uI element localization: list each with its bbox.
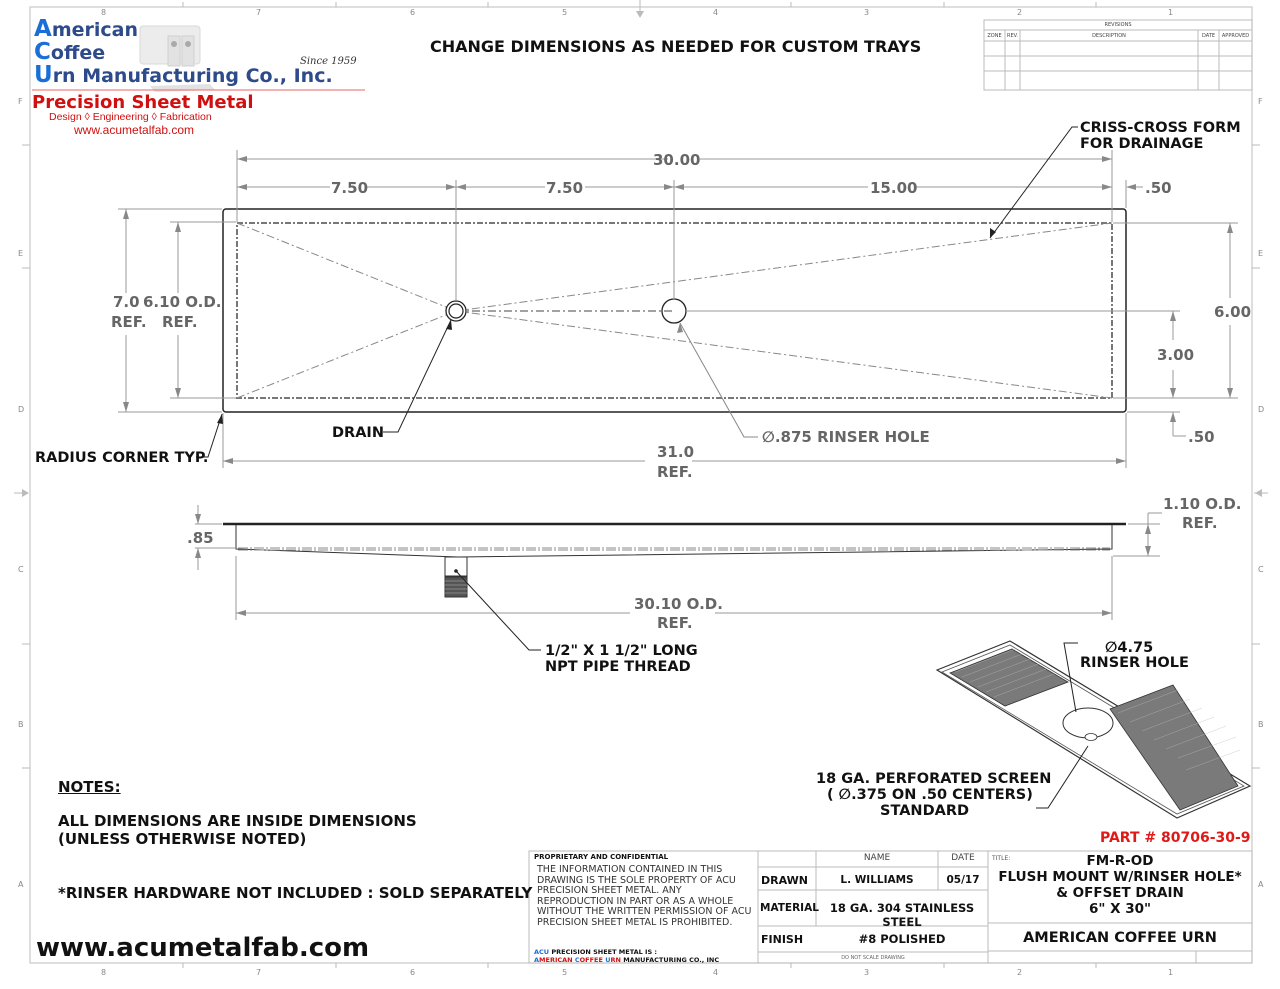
top-view xyxy=(118,127,1238,468)
footer-url[interactable]: www.acumetalfab.com xyxy=(36,933,370,963)
acu-is-rest: PRECISION SHEET METAL IS : xyxy=(549,948,658,956)
name-header: NAME xyxy=(863,853,891,863)
ruler-col-3-bottom: 3 xyxy=(864,968,870,977)
acu-is-u: U xyxy=(605,956,611,964)
callout-criss-cross-2: FOR DRAINAGE xyxy=(1080,136,1204,152)
material-label: MATERIAL xyxy=(760,902,819,914)
logo-word-american: merican xyxy=(51,19,138,41)
ruler-col-4: 4 xyxy=(713,8,719,17)
ruler-col-5: 5 xyxy=(562,8,568,17)
dim-depth: .85 xyxy=(187,529,214,547)
callout-rinser-hole: ∅.875 RINSER HOLE xyxy=(762,428,930,446)
date-header: DATE xyxy=(951,853,975,863)
callout-pipe-2: NPT PIPE THREAD xyxy=(545,659,691,675)
material-value: 18 GA. 304 STAINLESS STEEL xyxy=(829,901,975,929)
logo-cap-a: A xyxy=(34,16,52,42)
ruler-col-2-bottom: 2 xyxy=(1017,968,1023,977)
revisions-col-rev: REV. xyxy=(1007,33,1018,39)
dim-flange-right: .50 xyxy=(1145,179,1172,197)
ruler-row-d: D xyxy=(18,405,25,414)
drawn-date: 05/17 xyxy=(946,874,980,886)
dim-od-depth-sub: REF. xyxy=(1182,514,1218,532)
logo-cap-u: U xyxy=(34,62,53,88)
ruler-col-3: 3 xyxy=(864,8,870,17)
company-name: AMERICAN COFFEE URN xyxy=(1023,930,1217,946)
dim-center-height: 3.00 xyxy=(1157,346,1195,364)
drain-stub xyxy=(445,557,467,576)
ruler-col-1: 1 xyxy=(1168,8,1174,17)
revisions-col-date: DATE xyxy=(1201,33,1215,39)
do-not-scale: DO NOT SCALE DRAWING xyxy=(841,955,905,961)
notes-line-1: ALL DIMENSIONS ARE INSIDE DIMENSIONS xyxy=(58,812,417,830)
dim-inside-height: 6.00 xyxy=(1214,303,1252,321)
dim-od-length-sub: REF. xyxy=(657,614,693,632)
title-line-2: FLUSH MOUNT W/RINSER HOLE* xyxy=(998,869,1242,885)
callout-radius-corner: RADIUS CORNER TYP. xyxy=(35,450,209,466)
callout-iso-rinser-2: RINSER HOLE xyxy=(1080,655,1189,671)
ruler-row-e: E xyxy=(18,249,24,258)
proprietary-title: PROPRIETARY AND CONFIDENTIAL xyxy=(534,853,669,861)
title-line-1: FM-R-OD xyxy=(1086,853,1154,869)
dim-height-ref: 7.0 xyxy=(113,293,140,311)
dim-overall-inside: 30.00 xyxy=(653,151,701,169)
company-logo xyxy=(34,18,333,87)
dim-od-height: 6.10 O.D. xyxy=(143,293,222,311)
dim-flange-bottom: .50 xyxy=(1188,428,1215,446)
dim-od-depth: 1.10 O.D. xyxy=(1163,495,1242,513)
logo-since: Since 1959 xyxy=(300,56,357,67)
finish-label: FINISH xyxy=(761,933,804,946)
acu-is-merican: MERICAN xyxy=(539,956,575,964)
title-label: TITLE: xyxy=(992,855,1011,862)
ruler-col-5-bottom: 5 xyxy=(562,968,568,977)
finish-value: #8 POLISHED xyxy=(858,932,946,946)
ruler-col-1-bottom: 1 xyxy=(1168,968,1174,977)
dim-od-height-sub: REF. xyxy=(162,313,198,331)
title-line-4: 6" X 30" xyxy=(1088,901,1152,917)
ruler-col-7-bottom: 7 xyxy=(256,968,262,977)
ruler-row-f-right: F xyxy=(1258,97,1263,106)
drawn-label: DRAWN xyxy=(761,874,808,887)
part-number: PART # 80706-30-9 xyxy=(1100,830,1251,846)
acu-is-manufacturing: MANUFACTURING CO., INC xyxy=(620,956,720,964)
dim-od-length: 30.10 O.D. xyxy=(634,595,723,613)
title-block-grid xyxy=(529,20,1252,963)
dim-height-ref-sub: REF. xyxy=(111,313,147,331)
callout-pipe-1: 1/2" X 1 1/2" LONG xyxy=(545,643,698,659)
title-line-3: & OFFSET DRAIN xyxy=(1056,885,1184,901)
notes-title: NOTES: xyxy=(58,778,121,796)
ruler-row-a-right: A xyxy=(1258,880,1264,889)
ruler-col-8: 8 xyxy=(101,8,107,17)
ruler-col-7: 7 xyxy=(256,8,262,17)
revisions-title: REVISIONS xyxy=(1104,22,1132,28)
acu-is-acu: ACU xyxy=(534,948,550,956)
ruler-col-2: 2 xyxy=(1017,8,1023,17)
acu-is-a: A xyxy=(534,956,540,964)
acu-is-line-2 xyxy=(534,956,719,964)
logo-url[interactable]: www.acumetalfab.com xyxy=(74,123,195,137)
logo-word-urn: rn Manufacturing Co., Inc. xyxy=(52,65,333,87)
revisions-col-description: DESCRIPTION xyxy=(1092,33,1126,39)
revisions-col-zone: ZONE xyxy=(987,33,1002,39)
notes-line-3: *RINSER HARDWARE NOT INCLUDED : SOLD SEPARATELY xyxy=(58,884,533,902)
callout-criss-cross-1: CRISS-CROSS FORM xyxy=(1080,120,1241,136)
iso-view xyxy=(937,641,1250,818)
revisions-col-approved: APPROVED xyxy=(1221,33,1250,39)
acu-is-line-1 xyxy=(534,948,657,956)
rinser-hole-iso xyxy=(1063,708,1113,738)
logo-division: Precision Sheet Metal xyxy=(32,92,254,113)
notes-line-2: (UNLESS OTHERWISE NOTED) xyxy=(58,830,307,848)
ruler-row-c-right: C xyxy=(1258,565,1264,574)
dim-rinser-to-right: 15.00 xyxy=(870,179,918,197)
ruler-row-d-right: D xyxy=(1258,405,1265,414)
drawing-title xyxy=(988,853,1252,917)
callout-screen-2: ( ∅.375 ON .50 CENTERS) xyxy=(827,787,1033,803)
ruler-row-f: F xyxy=(18,97,23,106)
logo-cap-c: C xyxy=(34,39,51,65)
ruler-row-e-right: E xyxy=(1258,249,1264,258)
dim-overall-length: 31.0 xyxy=(657,443,695,461)
ruler-row-b: B xyxy=(18,720,24,729)
callout-drain: DRAIN xyxy=(332,425,384,441)
callout-screen-1: 18 GA. PERFORATED SCREEN xyxy=(816,771,1052,787)
custom-tray-note: CHANGE DIMENSIONS AS NEEDED FOR CUSTOM TRAYS xyxy=(430,37,922,56)
drawn-name: L. WILLIAMS xyxy=(840,874,914,886)
acu-is-c: C xyxy=(574,956,580,964)
ruler-row-a: A xyxy=(18,880,24,889)
ruler-row-c: C xyxy=(18,565,24,574)
ruler-col-8-bottom: 8 xyxy=(101,968,107,977)
side-view xyxy=(195,505,1162,650)
proprietary-text: THE INFORMATION CONTAINED IN THIS DRAWING IS THE SOLE PROPERTY OF ACU PRECISION SHEET METAL. ANY REPRODUCTION IN PART OR AS A WHOLE WITHOUT THE WRITTEN PERMISSION OF ACU PRECISION SHEET METAL IS PROHIBITED. xyxy=(537,864,752,928)
callout-iso-rinser-1: ∅4.75 xyxy=(1105,640,1154,656)
ruler-col-6-bottom: 6 xyxy=(410,968,416,977)
acu-is-rn: RN xyxy=(610,956,621,964)
logo-word-coffee: offee xyxy=(50,42,106,64)
ruler-col-4-bottom: 4 xyxy=(713,968,719,977)
dim-left-to-drain: 7.50 xyxy=(331,179,369,197)
callout-screen-3: STANDARD xyxy=(880,803,970,819)
acu-is-offee: OFFEE xyxy=(579,956,606,964)
ruler-col-6: 6 xyxy=(410,8,416,17)
logo-services: Design ◊ Engineering ◊ Fabrication xyxy=(49,111,212,123)
dim-overall-length-sub: REF. xyxy=(657,463,693,481)
ruler-row-b-right: B xyxy=(1258,720,1264,729)
dim-drain-to-rinser: 7.50 xyxy=(546,179,584,197)
